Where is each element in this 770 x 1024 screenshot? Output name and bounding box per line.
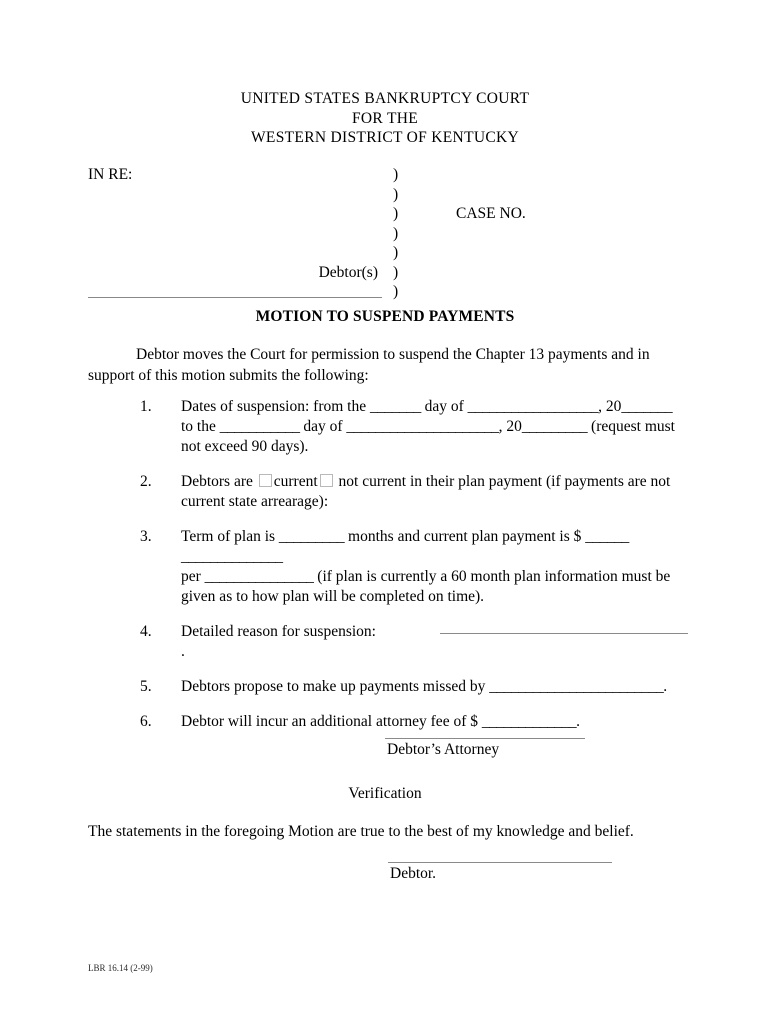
caption-row [88,165,688,185]
item-number: 2. [140,473,152,490]
verification-heading: Verification [348,785,422,802]
item1-blank-month-to[interactable]: _____________________ [346,418,499,435]
caption-horizontal-rule [88,297,382,298]
item6-blank-fee[interactable]: _____________ [481,713,577,730]
item1-blank-month-from[interactable]: __________________ [467,398,599,415]
caption-block [88,165,688,302]
caption-row [88,243,688,263]
caption-row [88,224,688,244]
item2-text-2: not current in their plan payment (if payments are not current state arrearage): [181,473,671,510]
caption-row [88,263,688,283]
case-number-label: CASE NO. [456,205,526,222]
item3-blank-period[interactable]: _______________ [204,568,314,585]
item4-text-2: . [181,643,185,660]
list-item [88,527,688,607]
item-text [181,622,688,662]
intro-paragraph: Debtor moves the Court for permission to suspend the Chapter 13 payments and in support of this motion submits the following: [88,346,650,384]
caption-paren: ) [393,205,399,222]
checkbox-current-label: current [273,473,318,490]
item-text [181,397,688,457]
list-item [88,622,688,662]
item1-blank-year-from[interactable]: _______ [621,398,673,415]
item4-blank-reason[interactable] [440,632,688,634]
item1-text-1: Dates of suspension: from the [181,398,370,415]
debtor-signature-block [388,862,648,885]
list-item [88,397,688,457]
debtor-label: Debtor(s) [318,263,378,281]
item3-blank-payment-cont[interactable]: ______________ [181,548,283,565]
item-number: 1. [140,398,152,415]
item1-text-5: day of [299,418,347,435]
item1-blank-year-to[interactable]: _________ [521,418,588,435]
caption-row [88,185,688,205]
checkbox-current[interactable] [259,474,272,487]
list-item [88,677,688,697]
item3-blank-payment[interactable]: ______ [585,528,629,545]
item6-text-1: Debtor will incur an additional attorney fee of $ [181,713,482,730]
item1-blank-day-from[interactable]: _______ [369,398,421,415]
item-text [181,527,688,607]
item3-text-1: Term of plan is [181,528,279,545]
item1-text-2: day of [420,398,468,415]
form-number-footer: LBR 16.14 (2-99) [88,963,153,973]
court-district-line: WESTERN DISTRICT OF KENTUCKY [250,129,520,146]
list-item [88,472,688,512]
verification-statement: The statements in the foregoing Motion are true to the best of my knowledge and belief. [88,823,634,840]
item5-text-1: Debtors propose to make up payments missed by [181,678,490,695]
item1-text-3: , 20 [598,398,622,415]
item1-text-4: to the [181,418,220,435]
item3-text-2: months and current plan payment is $ [344,528,586,545]
caption-paren: ) [393,263,399,281]
item5-blank-makeup[interactable]: ________________________ [489,678,664,695]
document-title: MOTION TO SUSPEND PAYMENTS [255,308,515,325]
caption-row [88,282,688,302]
item1-blank-day-to[interactable]: ___________ [219,418,300,435]
item3-text-3: per [181,568,205,585]
item-number: 5. [140,678,152,695]
item5-text-2: . [663,678,668,695]
court-name-line: UNITED STATES BANKRUPTCY COURT [240,90,530,107]
item-text [181,712,688,732]
list-item [88,712,688,732]
caption-row [88,204,688,224]
item-number: 6. [140,713,152,730]
caption-paren: ) [393,224,399,242]
item4-text-1: Detailed reason for suspension: [181,623,376,640]
checkbox-not-current[interactable] [320,474,333,487]
item3-text-4: (if plan is currently a 60 month plan information must be given as to how plan will be completed on time). [181,568,671,605]
caption-paren: ) [393,244,399,261]
item3-blank-months[interactable]: _________ [278,528,345,545]
court-header [0,89,770,148]
item1-text-6: , 20 [498,418,522,435]
in-re-label: IN RE: [88,166,133,183]
item-text [181,472,688,512]
item-number: 3. [140,528,152,545]
item1-text-7: (request must not exceed 90 days). [181,418,675,455]
item-number: 4. [140,623,152,640]
item-text [181,677,688,697]
item6-text-2: . [576,713,580,730]
caption-paren: ) [393,166,399,183]
caption-paren: ) [393,185,399,203]
numbered-items-list [88,397,688,747]
attorney-signature-label: Debtor’s Attorney [387,741,500,758]
item2-text-1: Debtors are [181,473,257,490]
attorney-signature-block [385,738,645,761]
debtor-signature-label: Debtor. [390,865,437,882]
court-for-the-line: FOR THE [351,109,419,127]
caption-paren: ) [393,283,399,300]
